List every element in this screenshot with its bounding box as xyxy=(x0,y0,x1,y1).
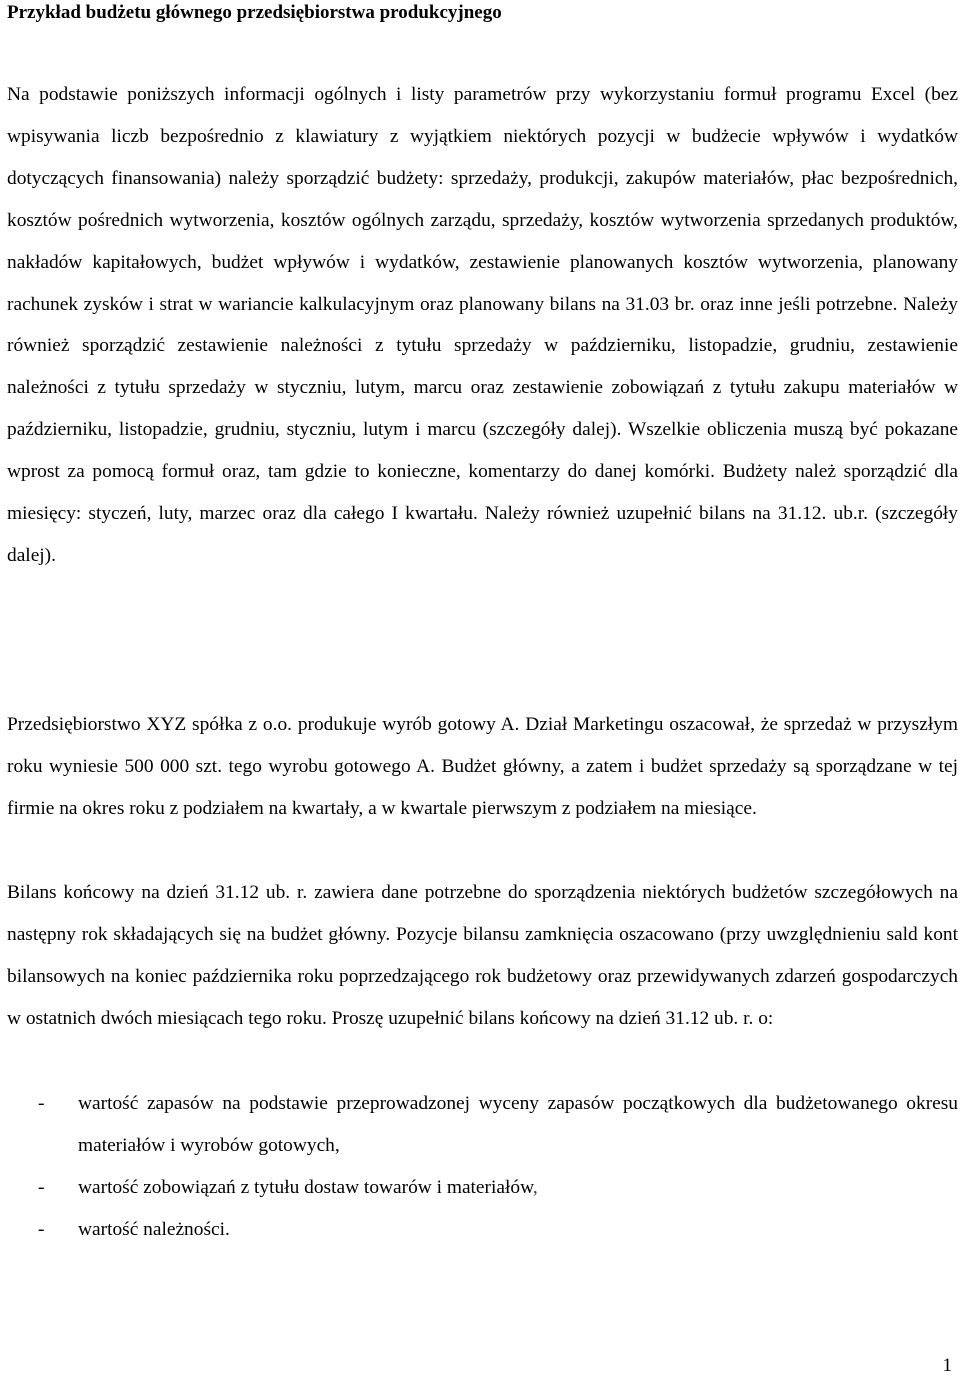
paragraph-closing-balance: Bilans końcowy na dzień 31.12 ub. r. zawiera dane potrzebne do sporządzenia niektórych budżetów szczegółowych na następny rok składających się na budżet główny. Pozycje bilansu zamknięcia oszacowano (przy uwzględnieniu sald kont bilansowych na koniec października roku poprzedzającego rok budżetowy oraz przewidywanych zdarzeń gospodarczych w ostatnich dwóch miesiącach tego roku. Proszę uzupełnić bilans końcowy na dzień 31.12 ub. r. o: xyxy=(7,882,958,1029)
list-item-trailing-comma: , xyxy=(532,1176,538,1198)
balance-items-list xyxy=(7,1083,958,1251)
paragraph-company-description: Przedsiębiorstwo XYZ spółka z o.o. produkuje wyrób gotowy A. Dział Marketingu oszacował, że sprzedaż w przyszłym roku wyniesie 500 000 szt. tego wyrobu gotowego A. Budżet główny, a zatem i budżet sprzedaży są sporządzane w tej firmie na okres roku z podziałem na kwartały, a w kwartale pierwszym z podziałem na miesiące. xyxy=(7,714,958,819)
list-dash: - xyxy=(38,1218,45,1240)
list-item-text: wartość należności. xyxy=(78,1218,230,1240)
page-number: 1 xyxy=(942,1355,952,1376)
list-item xyxy=(7,1209,958,1251)
document-title: Przykład budżetu głównego przedsiębiorstwa produkcyjnego xyxy=(7,2,502,23)
list-item-text: wartość zobowiązań z tytułu dostaw towarów i materiałów xyxy=(78,1176,533,1198)
paragraph-instructions: Na podstawie poniższych informacji ogólnych i listy parametrów przy wykorzystaniu formuł programu Excel (bez wpisywania liczb bezpośrednio z klawiatury z wyjątkiem niektórych pozycji w budżecie wpływów i wydatków dotyczących finansowania) należy sporządzić budżety: sprzedaży, produkcji, zakupów materiałów, płac bezpośrednich, kosztów pośrednich wytworzenia, kosztów ogólnych zarządu, sprzedaży, kosztów wytworzenia sprzedanych produktów, nakładów kapitałowych, budżet wpływów i wydatków, zestawienie planowanych kosztów wytworzenia, planowany rachunek zysków i strat w wariancie kalkulacyjnym oraz planowany bilans na 31.03 br. oraz inne jeśli potrzebne. Należy również sporządzić zestawienie należności z tytułu sprzedaży w październiku, listopadzie, grudniu, zestawienie należności z tytułu sprzedaży w styczniu, lutym, marcu oraz zestawienie zobowiązań z tytułu zakupu materiałów w październiku, listopadzie, grudniu, styczniu, lutym i marcu (szczegóły dalej). Wszelkie obliczenia muszą być pokazane wprost za pomocą formuł oraz, tam gdzie to konieczne, komentarzy do danej komórki. Budżety należ sporządzić dla miesięcy: styczeń, luty, marzec oraz dla całego I kwartału. Należy również uzupełnić bilans na 31.12. ub.r. (szczegóły dalej). xyxy=(7,84,958,566)
list-dash: - xyxy=(38,1176,45,1198)
list-item xyxy=(7,1167,958,1209)
list-item-text: wartość zapasów na podstawie przeprowadzonej wyceny zapasów początkowych dla budżetowanego okresu materiałów i wyrobów gotowych, xyxy=(78,1093,958,1156)
list-dash: - xyxy=(38,1093,45,1114)
list-item xyxy=(7,1083,958,1167)
